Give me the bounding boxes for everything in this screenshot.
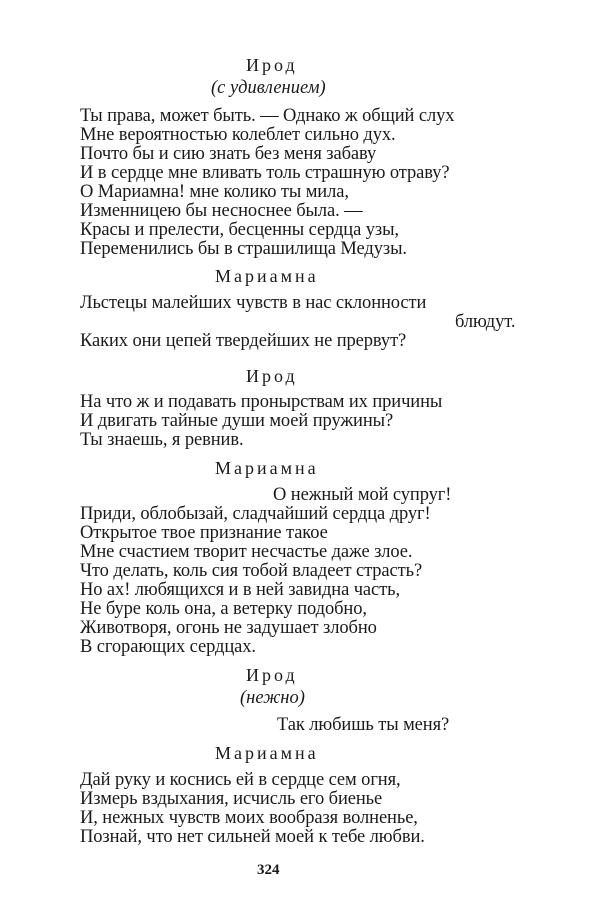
verse-line: Мне вероятностью колеблет сильно дух.	[80, 125, 396, 145]
verse-line: Изменницею бы несноснее была. —	[80, 201, 363, 221]
verse-line: Так любишь ты меня?	[277, 715, 450, 735]
verse-line: Познай, что нет сильней моей к тебе любви.	[80, 827, 425, 847]
stage-direction: (с удивлением)	[211, 78, 326, 98]
verse-line: И двигать тайные души моей пружины?	[80, 411, 394, 431]
verse-line: Открытое твое признание такое	[80, 523, 328, 543]
speaker-name: Мариамна	[215, 743, 319, 763]
verse-line: О Мариамна! мне колико ты мила,	[80, 182, 349, 202]
verse-line: И в сердце мне вливать толь страшную отраву?	[80, 163, 450, 183]
verse-line: Не буре коль она, а ветерку подобно,	[80, 599, 367, 619]
speaker-name: Мариамна	[215, 266, 319, 286]
verse-line: Переменились бы в страшилища Медузы.	[80, 239, 407, 259]
verse-line: Животворя, огонь не задушает злобно	[80, 618, 377, 638]
verse-line: В сгорающих сердцах.	[80, 637, 256, 657]
page-number: 324	[257, 862, 280, 878]
verse-line: Почто бы и сию знать без меня забаву	[80, 144, 377, 164]
verse-line: Каких они цепей твердейших не прервут?	[80, 331, 407, 351]
verse-line: Ты права, может быть. — Однако ж общий слух	[80, 106, 455, 126]
stage-direction: (нежно)	[240, 688, 305, 708]
speaker-name: Ирод	[246, 55, 298, 75]
verse-line: блюдут.	[455, 312, 516, 332]
verse-line: Но ах! любящихся и в ней завидна часть,	[80, 580, 401, 600]
verse-line: Дай руку и коснись ей в сердце сем огня,	[80, 770, 401, 790]
verse-line: И, нежных чувств моих вообразя волненье,	[80, 808, 418, 828]
speaker-name: Мариамна	[215, 458, 319, 478]
verse-line: Красы и прелести, бесценны сердца узы,	[80, 220, 399, 240]
verse-line: Что делать, коль сия тобой владеет страсть?	[80, 561, 423, 581]
verse-line: Приди, облобызай, сладчайший сердца друг!	[80, 504, 431, 524]
speaker-name: Ирод	[246, 665, 298, 685]
verse-line: Льстецы малейших чувств в нас склонности	[80, 293, 427, 313]
verse-line: Мне счастием творит несчастье даже злое.	[80, 542, 413, 562]
verse-line: Ты знаешь, я ревнив.	[80, 430, 244, 450]
speaker-name: Ирод	[246, 366, 298, 386]
verse-line: О нежный мой супруг!	[273, 485, 452, 505]
verse-line: Измерь вздыхания, исчисль его биенье	[80, 789, 383, 809]
verse-line: На что ж и подавать пронырствам их причины	[80, 392, 443, 412]
